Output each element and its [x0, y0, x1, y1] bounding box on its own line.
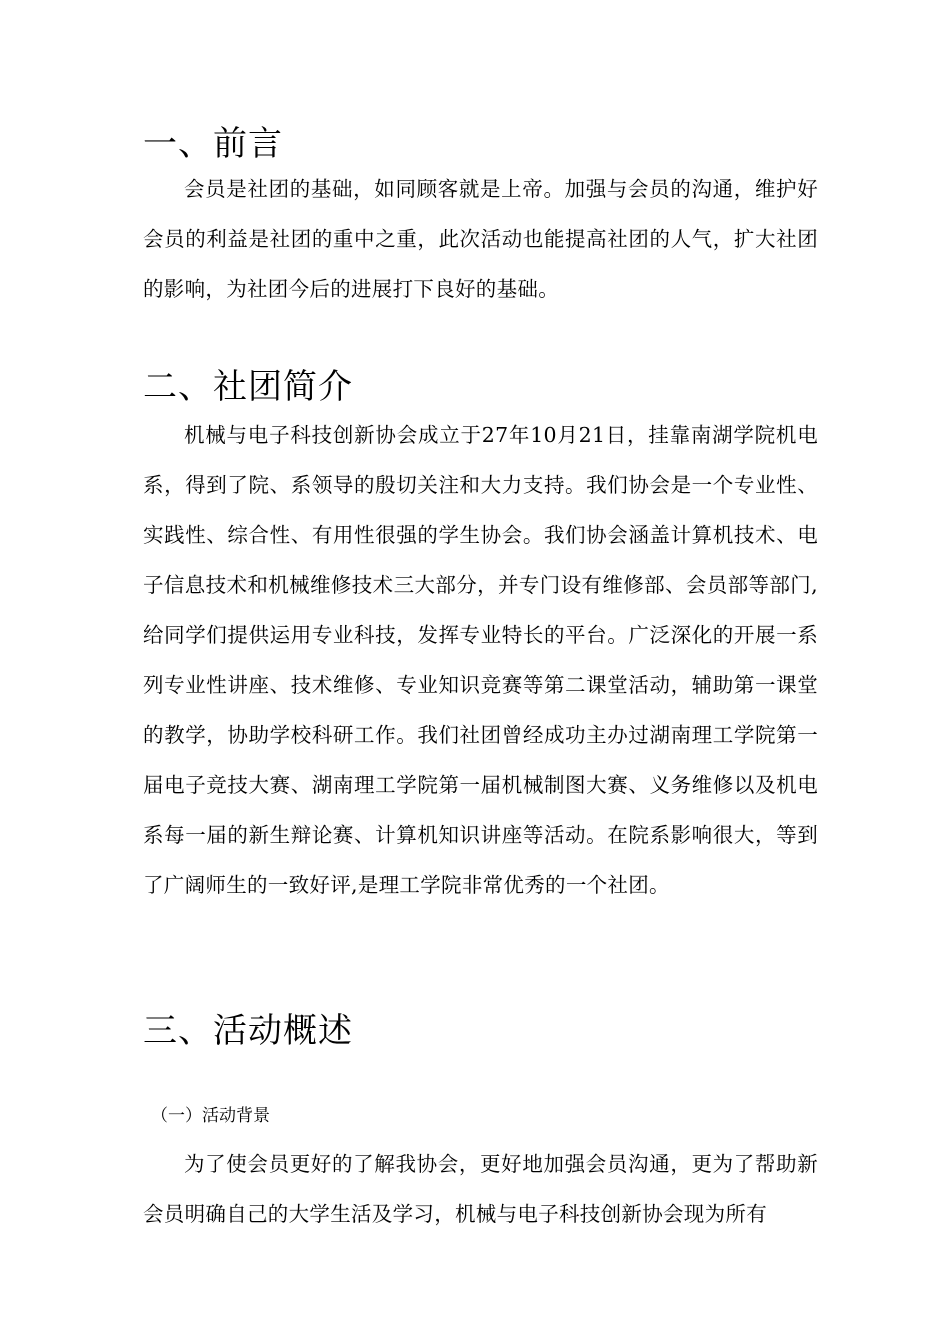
subheading-activity-background: （一）活动背景 [151, 1106, 270, 1126]
section-heading-club-intro: 二、社团简介 [143, 367, 353, 407]
activity-background-paragraph: 为了使会员更好的了解我协会，更好地加强会员沟通，更为了帮助新会员明确自己的大学生活及学习，机械与电子科技创新协会现为所有 [143, 1152, 818, 1226]
preface-paragraph: 会员是社团的基础，如同顾客就是上帝。加强与会员的沟通，维护好会员的利益是社团的重中之重，此次活动也能提高社团的人气，扩大社团的影响，为社团今后的进展打下良好的基础。 [143, 177, 818, 301]
section-heading-preface: 一、前言 [143, 124, 283, 164]
club-intro-paragraph: 机械与电子科技创新协会成立于27年10月21日，挂靠南湖学院机电系，得到了院、系领导的殷切关注和大力支持。我们协会是一个专业性、实践性、综合性、有用性很强的学生协会。我们协会涵盖计算机技术、电子信息技术和机械维修技术三大部分，并专门设有维修部、会员部等部门,给同学们提供运用专业科技，发挥专业特长的平台。广泛深化的开展一系列专业性讲座、技术维修、专业知识竞赛等第二课堂活动，辅助第一课堂的教学，协助学校科研工作。我们社团曾经成功主办过湖南理工学院第一届电子竞技大赛、湖南理工学院第一届机械制图大赛、义务维修以及机电系每一届的新生辩论赛、计算机知识讲座等活动。在院系影响很大，等到了广阔师生的一致好评,是理工学院非常优秀的一个社团。 [143, 423, 818, 897]
section-heading-activity-overview: 三、活动概述 [143, 1011, 353, 1051]
